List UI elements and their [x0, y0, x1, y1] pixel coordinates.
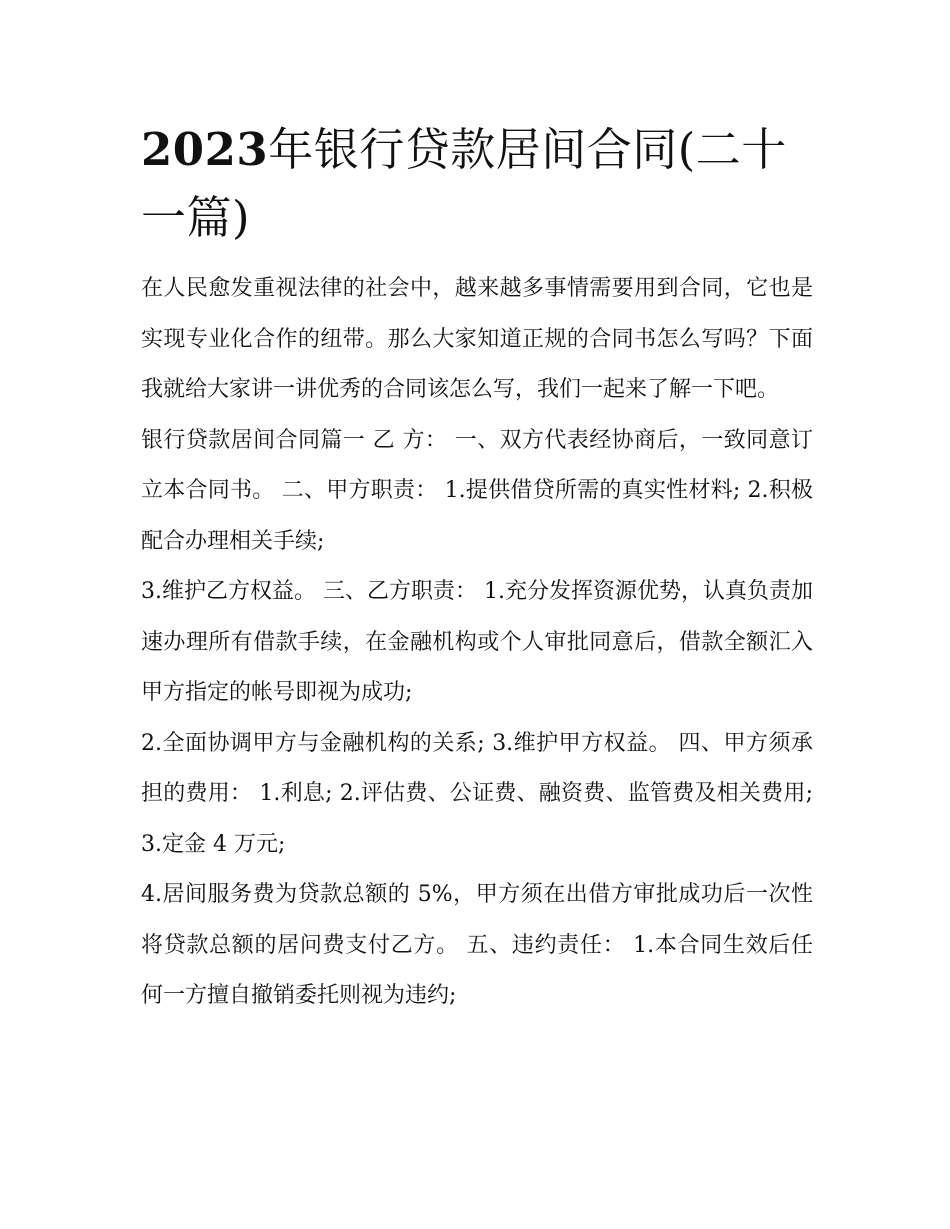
document-title-year: 2023	[141, 123, 269, 176]
document-body	[141, 116, 813, 1022]
contract-paragraph: 2.全面协调甲方与金融机构的关系; 3.维护甲方权益。 四、甲方须承担的费用： 1.利息; 2.评估费、公证费、融资费、监管费及相关费用; 3.定金 4 万元;	[141, 730, 813, 857]
contract-paragraph: 银行贷款居间合同篇一 乙 方： 一、双方代表经协商后，一致同意订立本合同书。 二、甲方职责： 1.提供借贷所需的真实性材料; 2.积极配合办理相关手续;	[141, 427, 813, 554]
document-title	[141, 116, 813, 252]
document-title-text: 年银行贷款居间合同(二十一篇)	[141, 123, 787, 244]
intro-paragraph: 在人民愈发重视法律的社会中，越来越多事情需要用到合同，它也是实现专业化合作的纽带。那么大家知道正规的合同书怎么写吗？下面我就给大家讲一讲优秀的合同该怎么写，我们一起来了解一下吧。	[141, 276, 813, 402]
contract-paragraph: 4.居间服务费为贷款总额的 5%，甲方须在出借方审批成功后一次性将贷款总额的居问费支付乙方。 五、违约责任： 1.本合同生效后任何一方擅自撤销委托则视为违约;	[141, 882, 813, 1008]
contract-paragraph: 3.维护乙方权益。 三、乙方职责： 1.充分发挥资源优势，认真负责加速办理所有借款手续，在金融机构或个人审批同意后，借款全额汇入甲方指定的帐号即视为成功;	[141, 579, 813, 705]
